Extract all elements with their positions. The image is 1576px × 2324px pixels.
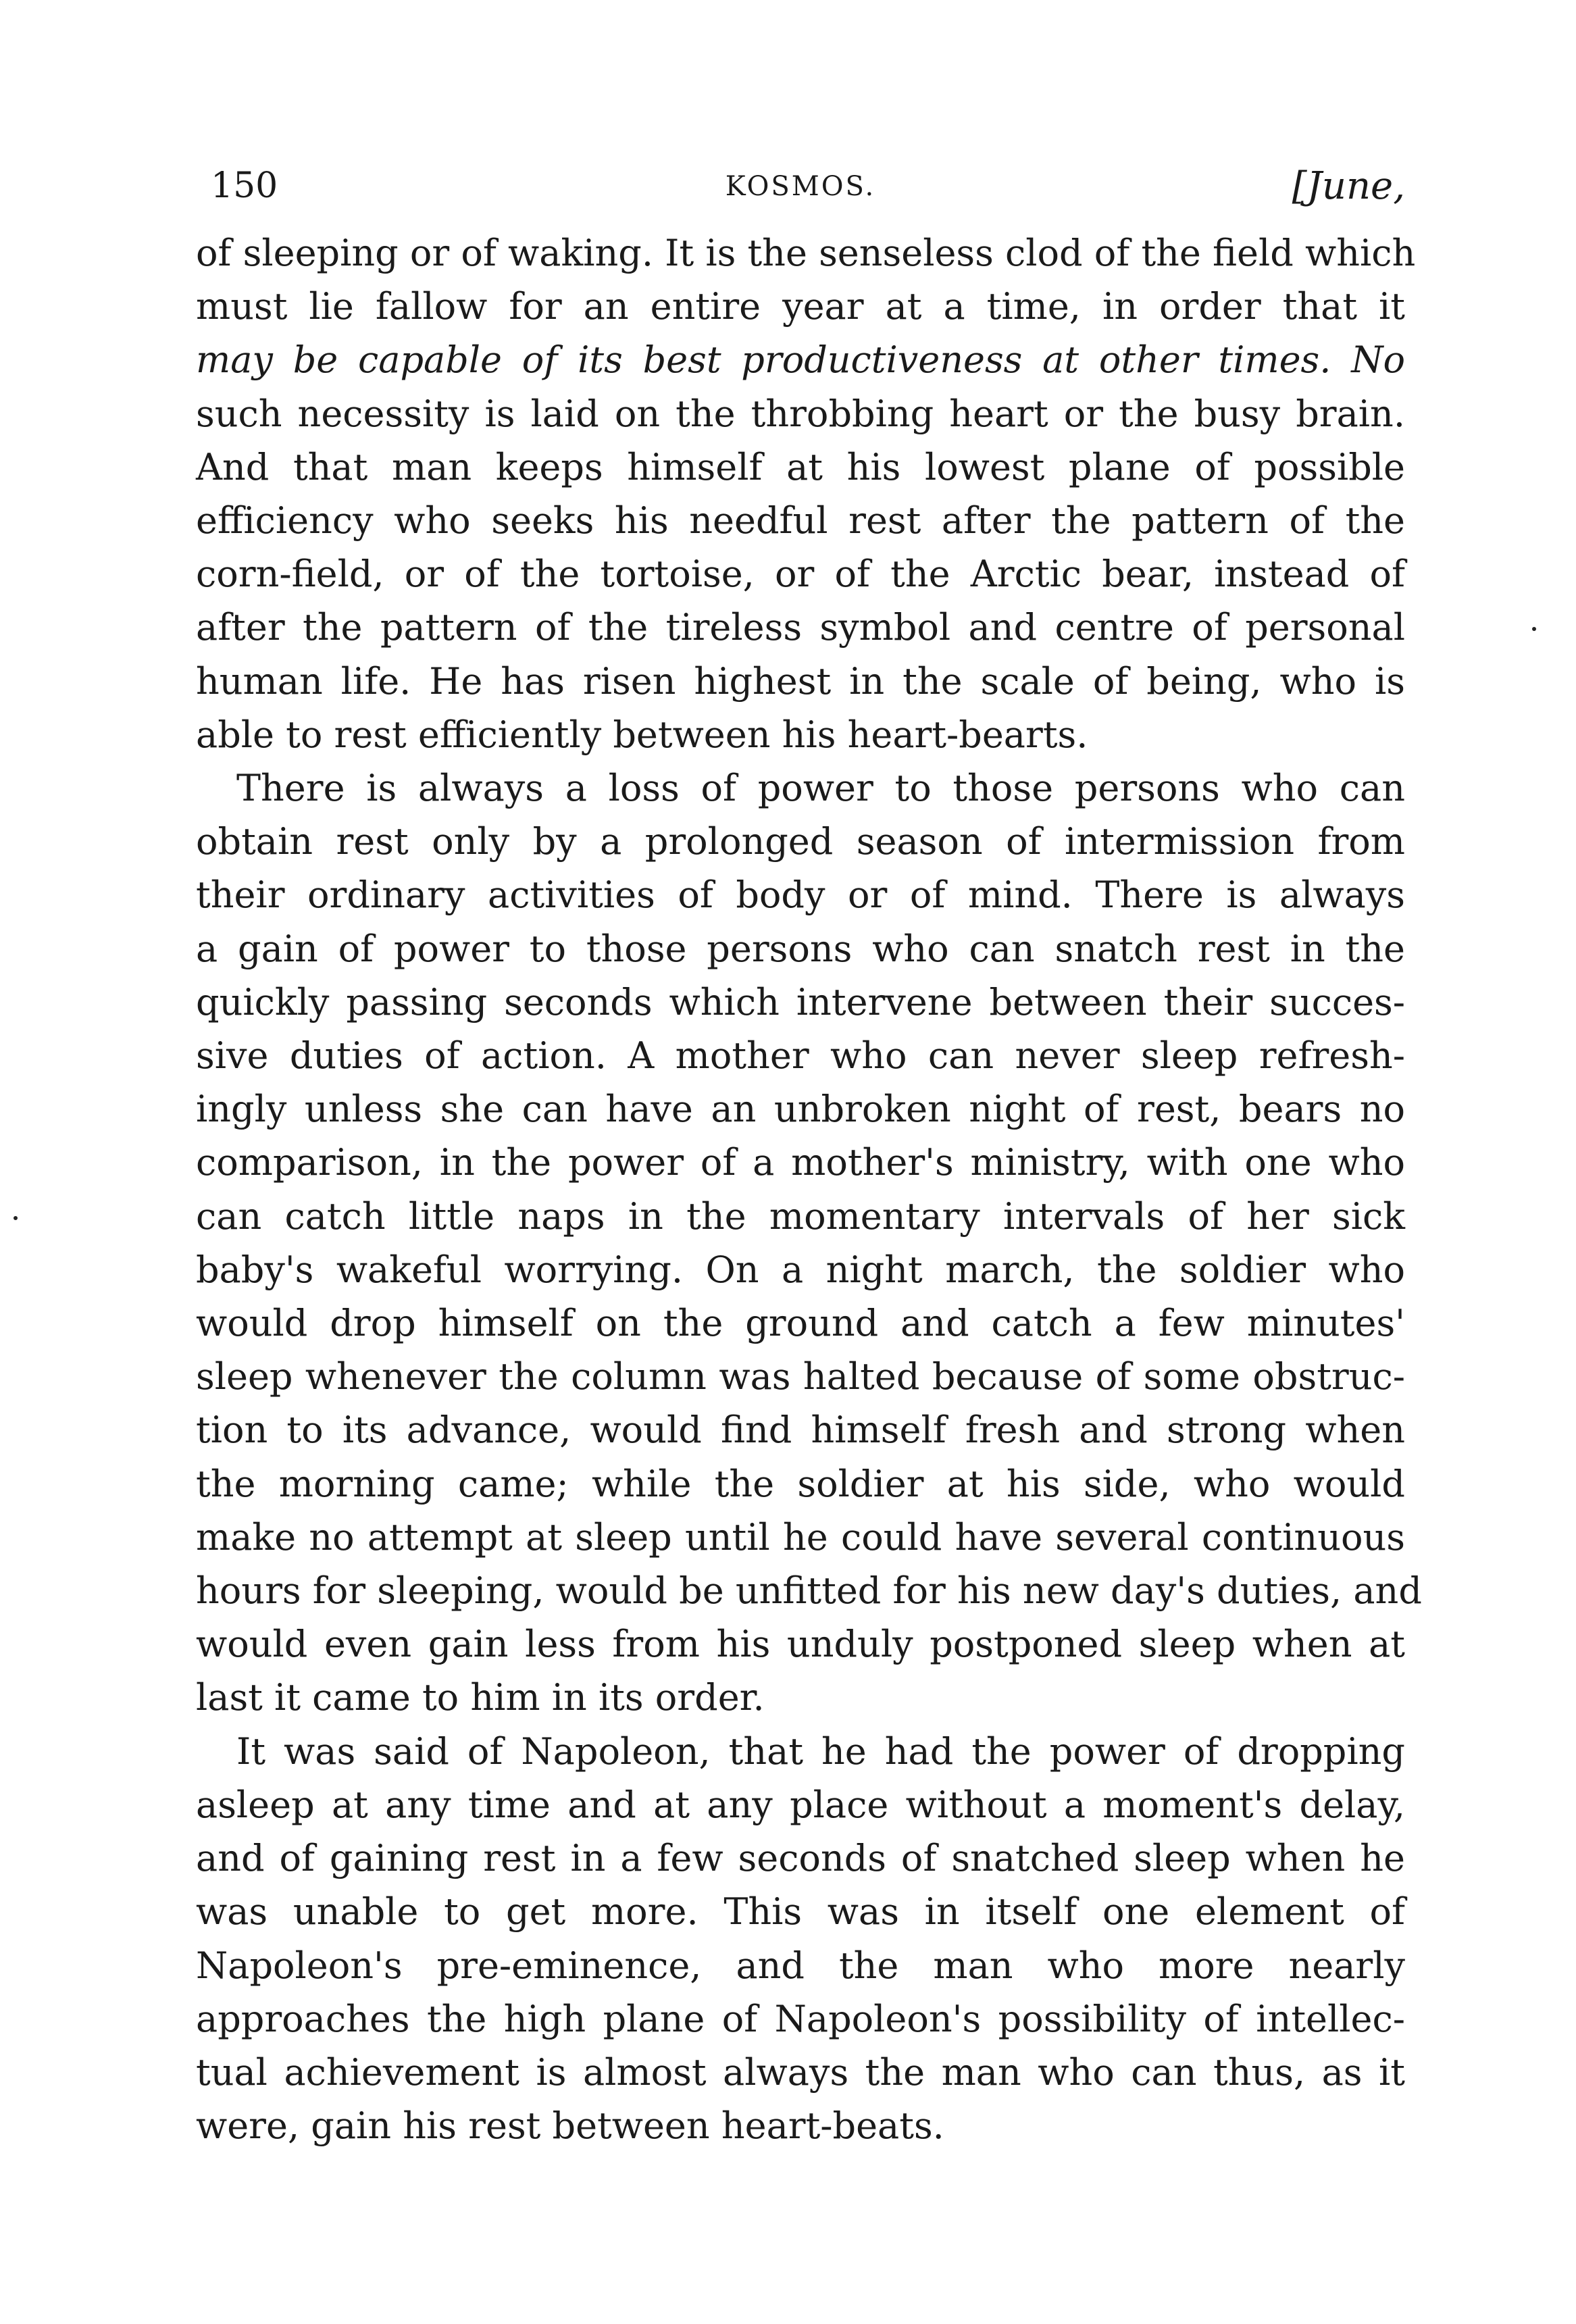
page-number: 150 (211, 166, 278, 206)
text-line: of sleeping or of waking. It is the senseless clod of the field which (196, 232, 1416, 274)
text-line: There is always a loss of power to those persons who can (236, 767, 1405, 810)
book-page (196, 152, 1422, 2152)
text-line: comparison, in the power of a mother's ministry, with one who (196, 1141, 1405, 1184)
running-head (196, 152, 1405, 226)
text-line: human life. He has risen highest in the scale of being, who is (196, 659, 1405, 703)
text-line: It was said of Napoleon, that he had the power of dropping (236, 1729, 1405, 1773)
text-line: can catch little naps in the momentary intervals of her sick (196, 1194, 1405, 1238)
text-line: ingly unless she can have an unbroken night of rest, bears no (196, 1088, 1405, 1131)
text-line: approaches the high plane of Napoleon's possibility of intellec- (196, 1997, 1405, 2040)
text-line: was unable to get more. This was in itself one element of (196, 1890, 1405, 1934)
running-title: KOSMOS. (725, 171, 876, 202)
text-line: sive duties of action. A mother who can never sleep refresh- (196, 1034, 1405, 1078)
text-line: make no attempt at sleep until he could have several continuous (196, 1515, 1405, 1559)
text-line: efficiency who seeks his needful rest after the pattern of the (196, 499, 1405, 542)
text-line: tual achievement is almost always the man who can thus, as it (196, 2050, 1405, 2094)
text-line: would even gain less from his unduly postponed sleep when at (196, 1623, 1405, 1666)
text-line: quickly passing seconds which intervene between their succes- (196, 980, 1405, 1024)
scan-speck (1532, 627, 1536, 631)
text-line: may be capable of its best productiveness at other times. No (196, 338, 1405, 382)
text-line: And that man keeps himself at his lowest plane of possible (196, 445, 1405, 488)
paragraph-1 (196, 226, 1416, 761)
paragraph-3 (196, 1725, 1405, 2153)
text-line: and of gaining rest in a few seconds of snatched sleep when he (196, 1837, 1405, 1880)
text-line: able to rest efficiently between his heart-bearts. (196, 713, 1088, 756)
text-line: the morning came; while the soldier at his side, who would (196, 1462, 1405, 1505)
scan-speck (14, 1216, 18, 1220)
paragraph-2 (196, 761, 1422, 1725)
text-line: last it came to him in its order. (196, 1676, 765, 1719)
text-line: their ordinary activities of body or of mind. There is always (196, 874, 1405, 917)
text-line: tion to its advance, would find himself fresh and strong when (196, 1409, 1405, 1452)
text-line: such necessity is laid on the throbbing heart or the busy brain. (196, 392, 1405, 435)
text-line: hours for sleeping, would be unfitted for his new day's duties, and (196, 1569, 1422, 1613)
text-line: baby's wakeful worrying. On a night march, the soldier who (196, 1248, 1405, 1291)
running-date: [June, (1292, 164, 1405, 208)
text-line: corn-field, or of the tortoise, or of the Arctic bear, instead of (196, 553, 1405, 596)
text-line: Napoleon's pre-eminence, and the man who more nearly (196, 1944, 1405, 1987)
text-line: a gain of power to those persons who can snatch rest in the (196, 927, 1405, 970)
text-line: asleep at any time and at any place without a moment's delay, (196, 1783, 1405, 1826)
text-line: were, gain his rest between heart-beats. (196, 2104, 944, 2148)
text-line: after the pattern of the tireless symbol and centre of personal (196, 606, 1405, 649)
text-line: must lie fallow for an entire year at a time, in order that it (196, 285, 1405, 328)
text-line: sleep whenever the column was halted because of some obstruc- (196, 1355, 1405, 1398)
text-line: would drop himself on the ground and catch a few minutes' (196, 1302, 1405, 1345)
text-line: obtain rest only by a prolonged season of intermission from (196, 820, 1405, 863)
